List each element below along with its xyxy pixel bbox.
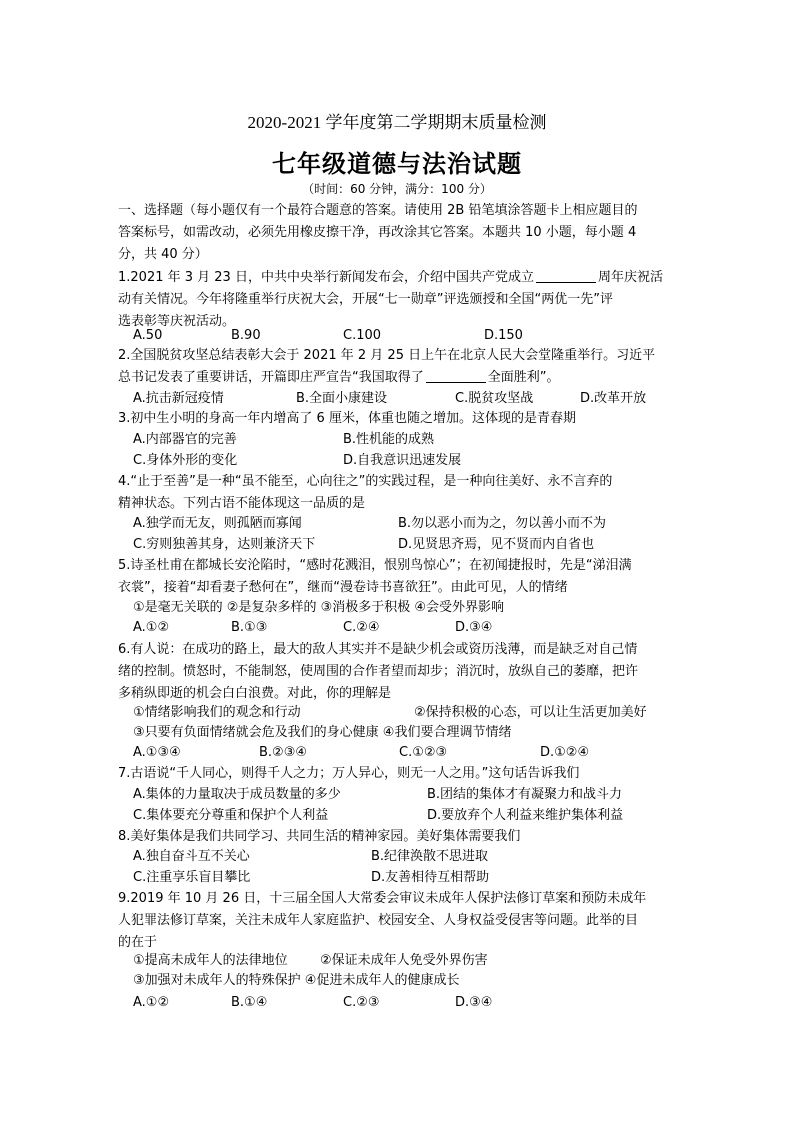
option-b: B.性机能的成熟 (343, 432, 435, 447)
question-3-stem: 3.初中生小明的身高一年内增高了 6 厘米，体重也随之增加。这体现的是青春期 (118, 411, 576, 426)
section-instructions-line: 答案标号，如需改动，必须先用橡皮擦干净，再改涂其它答案。本题共 10 小题，每小题 4 (118, 225, 637, 240)
question-9-stem: 人犯罪法修订草案，关注未成年人家庭监护、校园安全、人身权益受侵害等问题。此举的目 (118, 913, 639, 928)
question-4-options (0, 514, 794, 534)
question-1-text: 1.2021 年 3 月 23 日，中共中央举行新闻发布会，介绍中国共产党成立 (118, 270, 534, 285)
option-a: A.①③④ (133, 745, 181, 760)
question-1-options (0, 326, 794, 346)
option-d: D.见贤思齐焉，见不贤而内自省也 (398, 537, 595, 552)
option-a: A.①② (133, 620, 170, 635)
question-9-stem: 9.2019 年 10 月 26 日，十三届全国人大常委会审议未成年人保护法修订草案和预防未成年 (118, 891, 647, 906)
option-a: A.独自奋斗互不关心 (133, 849, 250, 864)
question-5-stem: 5.诗圣杜甫在都城长安沦陷时，“感时花溅泪，恨别鸟惊心”；在初闻捷报时，先是“涕泪满 (118, 558, 632, 573)
question-5-stem: 衣裳”，接着“却看妻子愁何在”，继而“漫卷诗书喜欲狂”。由此可见，人的情绪 (118, 580, 568, 595)
option-b: B.全面小康建设 (296, 391, 388, 406)
option-c: C.100 (343, 328, 382, 343)
question-6-statements: ③只要有负面情绪就会危及我们的身心健康 ④我们要合理调节情绪 (133, 725, 512, 740)
option-a: A.独学而无友，则孤陋而寡闻 (133, 516, 302, 531)
question-8-stem: 8.美好集体是我们共同学习、共同生活的精神家园。美好集体需要我们 (118, 829, 521, 844)
option-c: C.②④ (343, 620, 380, 635)
option-a: A.①② (133, 995, 170, 1010)
option-c: C.脱贫攻坚战 (455, 391, 534, 406)
question-1-stem: 动有关情况。今年将隆重举行庆祝大会，开展“七一勋章”评选颁授和全国“两优一先”评 (118, 292, 613, 307)
exam-title: 2020-2021 学年度第二学期期末质量检测 (247, 113, 547, 132)
option-d: D.友善相待互相帮助 (371, 870, 490, 885)
question-2-text: 全面胜利”。 (487, 370, 560, 385)
section-instructions-line: 分，共 40 分） (118, 247, 208, 262)
option-b: B.①④ (231, 995, 268, 1010)
question-7-options (0, 806, 794, 826)
option-b: B.90 (231, 328, 261, 343)
option-c: C.身体外形的变化 (133, 453, 238, 468)
time-info: （时间：60 分钟，满分：100 分） (302, 182, 492, 196)
question-6-options (0, 743, 794, 763)
question-6-stem: 多稍纵即逝的机会白白浪费。对此，你的理解是 (118, 686, 392, 701)
option-d: D.要放弃个人利益来维护集体利益 (427, 808, 624, 823)
option-a: A.集体的力量取决于成员数量的多少 (133, 787, 341, 802)
question-2-stem: 2.全国脱贫攻坚总结表彰大会于 2021 年 2 月 25 日上午在北京人民大会堂隆重举行。习近平 (118, 348, 656, 363)
statement: ①提高未成年人的法律地位 (133, 953, 288, 968)
question-2-text: 总书记发表了重要讲话，开篇即庄严宣告“我国取得了 (118, 370, 424, 385)
question-3-options (0, 451, 794, 471)
option-d: D.③④ (455, 995, 493, 1010)
question-2-options (0, 389, 794, 409)
option-b: B.纪律涣散不思进取 (371, 849, 489, 864)
option-d: D.①②④ (540, 745, 590, 760)
question-6-stem: 6.有人说：在成功的路上，最大的敌人其实并不是缺少机会或资历浅薄，而是缺乏对自己情 (118, 642, 638, 657)
option-b: B.①③ (231, 620, 268, 635)
answer-blank (536, 268, 596, 283)
question-3-options (0, 430, 794, 450)
option-c: C.②③ (343, 995, 380, 1010)
question-9-statements (0, 951, 794, 971)
question-5-statements: ①是毫无关联的 ②是复杂多样的 ③消极多于积极 ④会受外界影响 (133, 600, 505, 615)
question-6-stem: 绪的控制。愤怒时，不能制怒，使周围的合作者望而却步；消沉时，放纵自己的萎靡，把许 (118, 664, 639, 679)
question-9-options (0, 993, 794, 1013)
answer-blank (426, 368, 486, 383)
option-d: D.③④ (455, 620, 493, 635)
section-instructions-line: 一、选择题（每小题仅有一个最符合题意的答案。请使用 2B 铅笔填涂答题卡上相应题目的 (118, 203, 638, 218)
question-7-options (0, 785, 794, 805)
question-4-stem: 4.“止于至善”是一种“虽不能至，心向往之”的实践过程，是一种向往美好、永不言弃的 (118, 474, 613, 489)
option-a: A.内部器官的完善 (133, 432, 237, 447)
option-c: C.穷则独善其身，达则兼济天下 (133, 537, 316, 552)
question-4-stem: 精神状态。下列古语不能体现这一品质的是 (118, 496, 366, 511)
question-5-options (0, 618, 794, 638)
option-b: B.勿以恶小而为之，勿以善小而不为 (398, 516, 607, 531)
question-8-options (0, 847, 794, 867)
paper-title: 七年级道德与法治试题 (272, 149, 522, 178)
option-b: B.②③④ (259, 745, 308, 760)
question-9-stem: 的在于 (118, 935, 158, 950)
question-4-options (0, 535, 794, 555)
option-c: C.①②③ (399, 745, 448, 760)
option-c: C.集体要充分尊重和保护个人利益 (133, 808, 329, 823)
question-1-stem (118, 268, 663, 288)
statement: ②保持积极的心态，可以让生活更加美好 (414, 705, 647, 720)
statement: ①情绪影响我们的观念和行动 (133, 705, 301, 720)
option-a: A.抗击新冠疫情 (133, 391, 224, 406)
question-6-statements (0, 703, 794, 723)
option-d: D.150 (484, 328, 523, 343)
question-8-options (0, 868, 794, 888)
question-7-stem: 7.古语说“千人同心，则得千人之力；万人异心，则无一人之用。”这句话告诉我们 (118, 766, 580, 781)
option-d: D.自我意识迅速发展 (343, 453, 462, 468)
question-9-statements: ③加强对未成年人的特殊保护 ④促进未成年人的健康成长 (133, 973, 460, 988)
option-a: A.50 (133, 328, 163, 343)
option-d: D.改革开放 (580, 391, 647, 406)
option-b: B.团结的集体才有凝聚力和战斗力 (427, 787, 623, 802)
question-2-stem (118, 368, 560, 388)
question-1-text: 周年庆祝活 (597, 270, 663, 285)
question-1-stem: 选表彰等庆祝活动。 (118, 314, 236, 329)
statement: ②保证未成年人免受外界伤害 (320, 953, 488, 968)
option-c: C.注重享乐盲目攀比 (133, 870, 251, 885)
